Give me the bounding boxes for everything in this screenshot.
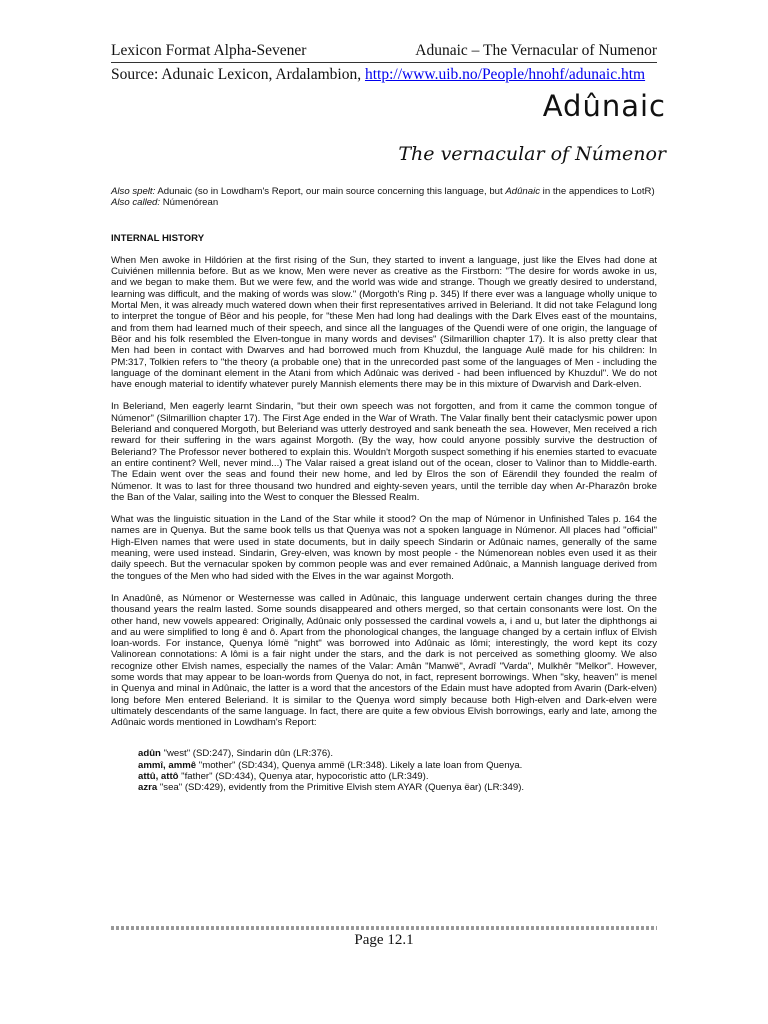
word-gloss: "west" (SD:247), Sindarin dûn (LR:376). [160,748,334,760]
paragraph: In Anadûnê, as Númenor or Westernesse was called in Adûnaic, this language underwent certain changes during the three thousand years the realm lasted. Some sounds disappeared and others merged, so that certain consonants were lost. On the other hand, new vowels appeared: Originally, Adûnaic only possessed the cardinal vowels a, i and u, but later the diphthongs ai and au were simplified to long ê and ô. Apart from the phonological changes, the language changed by a certain influx of Elvish loan-words. For instance, Quenya lómë "night" was borrowed into Adûnaic as lômi; interestingly, the word kept its cozy Valinorean connotations: A lômi is a fair night under the stars, and the dark is not perceived as something gloomy. We also recognize other Elvish names, especially the names of the Valar: Amân "Manwë", Avradî "Varda", Mulkhêr "Melkor". However, some words that may appear to be loan-words from Quenya do not, in fact, represent borrowings. When "sky, heaven" is menel in Quenya and minal in Adûnaic, the latter is a word that the ancestors of the Edain must have adopted from Avarin (Dark-elven) long before Men entered Beleriand. It is similar to the Quenya word simply because both High-elven and Dark-elven were ultimately descendants of the same language. In fact, there are quite a few obvious Elvish borrowings, early and late, among the Adûnaic words mentioned in Lowdham's Report: [111,592,657,729]
also-spelt-em: Adûnaic [505,186,541,197]
page-number: Page 12.1 [354,932,414,948]
footer-rule [111,926,657,930]
word-term: ammî, ammê [138,759,197,771]
word-entry [138,771,657,782]
word-entry [138,748,657,759]
word-gloss: "sea" (SD:429), evidently from the Primitive Elvish stem AYAR (Quenya ëar) (LR:349). [157,782,525,794]
also-spelt-tail: in the appendices to LotR) [540,186,655,197]
section-heading: INTERNAL HISTORY [111,232,205,244]
word-list [138,748,657,793]
document-body [111,186,657,794]
header-left: Lexicon Format Alpha-Sevener [111,42,307,59]
source-link[interactable]: http://www.uib.no/People/hnohf/adunaic.htm [364,66,646,83]
word-gloss: "father" (SD:434), Quenya atar, hypocoristic atto (LR:349). [178,771,429,783]
source-prefix: Source: Adunaic Lexicon, Ardalambion, [111,66,365,83]
header-right: Adunaic – The Vernacular of Numenor [415,42,657,59]
also-spelt-label: Also spelt: [111,186,156,197]
page-title: Adûnaic [542,89,666,123]
word-gloss: "mother" (SD:434), Quenya ammë (LR:348). Likely a late loan from Quenya. [196,759,523,771]
also-spelt-text: Adunaic (so in Lowdham's Report, our main source concerning this language, but [155,186,506,197]
also-spelt [111,186,657,197]
word-entry [138,760,657,771]
paragraph: What was the linguistic situation in the Land of the Star while it stood? On the map of Númenor in Unfinished Tales p. 164 the names are in Quenya. But the same book tells us that Quenya was not a spoken language in Númenor. All places had "official" High-Elven names that were used in state documents, but in daily speech Sindarin or Adûnaic names, generally of the same meaning, were used instead. Sindarin, Grey-elven, was known by most people - the Númenorean nobles even used it as their daily speech. But the vernacular spoken by common people was and ever remained Adûnaic, a Mannish language derived from the tongues of the Men who had sided with the Elves in the war against Morgoth. [111,514,657,582]
page-subtitle: The vernacular of Númenor [398,143,666,165]
word-term: azra [138,782,158,794]
paragraph: In Beleriand, Men eagerly learnt Sindarin, "but their own speech was not forgotten, and from it came the common tongue of Númenor" (Silmarillion chapter 17). The First Age ended in the War of Wrath. The Valar finally bent their cataclysmic power upon Beleriand and conquered Morgoth, but Beleriand was utterly destroyed and sank beneath the sea. However, Men received a rich reward for their suffering in the wars against Morgoth. (By the way, how could anyone possibly survive the destruction of Beleriand? The Professor never bothered to explain this. Wouldn't Morgoth suspect something if his enemies started to evacuate an entire continent? Well, never mind...) The Valar raised a great island out of the ocean, closer to Valinor than to Middle-earth. The Edain went over the seas and found their new home, and led by Elros the son of Eärendil they founded the realm of Númenor. It was to last for three thousand two hundred and eighty-seven years, until the terrible day when Ar-Pharazôn broke the Ban of the Valar, sailing into the West to conquer the Blessed Realm. [111,401,657,503]
word-term: adûn [138,748,161,760]
paragraph: When Men awoke in Hildórien at the first rising of the Sun, they started to invent a language, just like the Elves had done at Cuiviénen millennia before. But as we know, Men were never as creative as the Firstborn: "The desire for words awoke in us, and we began to make them. But we were few, and the world was wide and strange. Though we greatly desired to understand, learning was difficult, and the making of words was slow." (Morgoth's Ring p. 345) If there ever was a language wholly unique to Mortal Men, it was already much watered down when their first representatives arrived in Beleriand. It did not take Felagund long to interpret the tongue of Bëor and his people, for "these Men had long had dealings with the Dark Elves east of the mountains, and from them had learned much of their speech, and since all the languages of the Quendi were of one origin, the language of Bëor and his folk resembled the Elven-tongue in many words and devises" (Silmarillion chapter 17). It is also pretty clear that Men had been in contact with Dwarves and had borrowed much from Khuzdul, the language Aulë made for his children: In PM:317, Tolkien refers to "the theory (a probable one) that in the unrecorded past some of the languages of Men - including the language of the dominant element in the Atani from which Adûnaic was derived - had been influenced by Khuzdul". We do not have enough material to identify whatever purely Mannish elements there may be in this mixture of Dwarvish and Dark-elven. [111,254,657,391]
word-term: attû, attô [138,771,179,783]
running-header [111,42,657,64]
source-line [111,66,657,84]
header-rule [111,62,657,63]
also-called [111,197,657,208]
word-entry [138,782,657,793]
also-called-text: Númenórean [160,197,219,209]
also-called-label: Also called: [111,197,161,209]
